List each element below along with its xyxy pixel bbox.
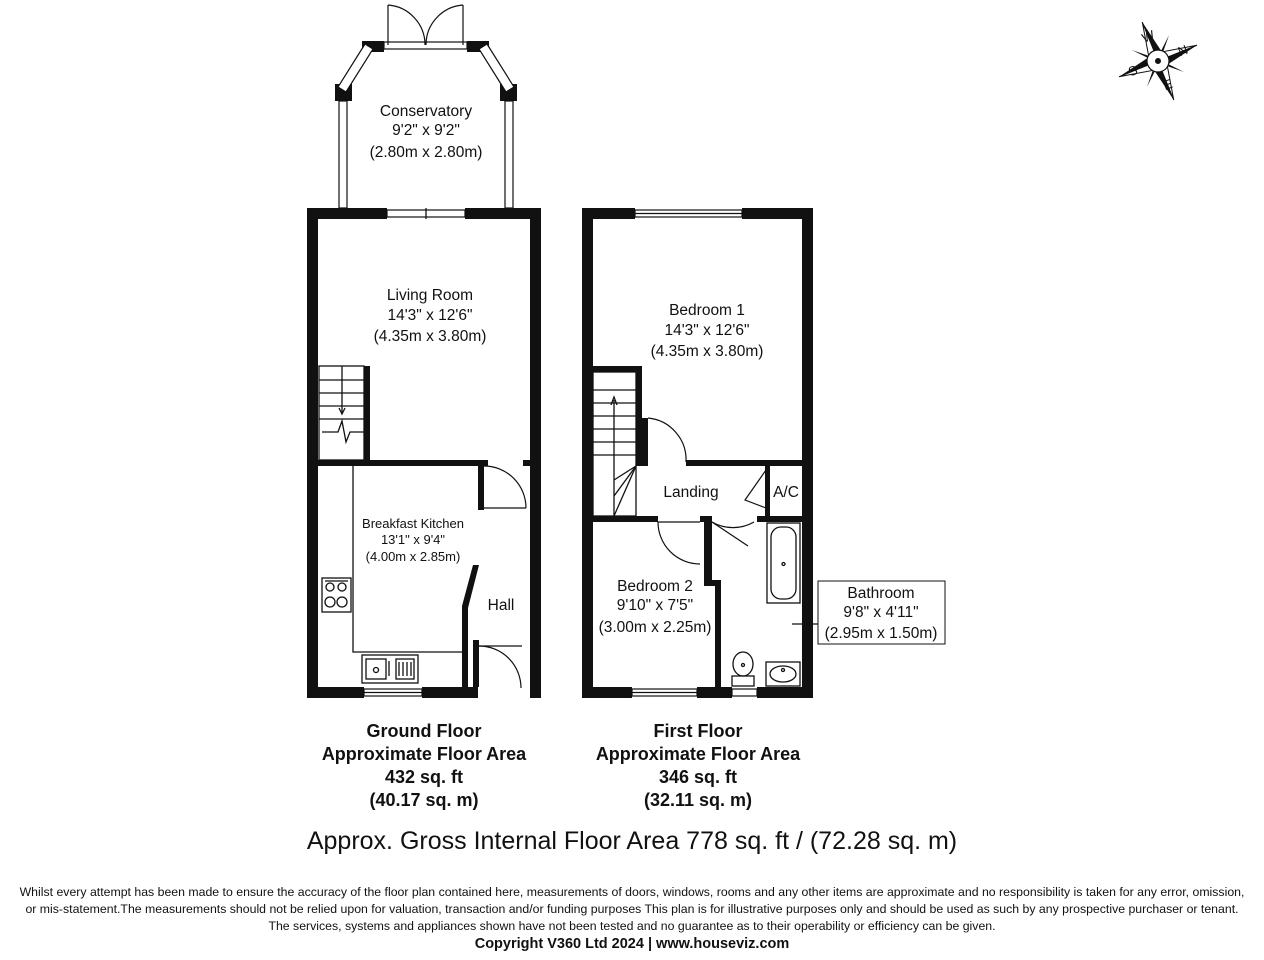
bedroom-2-metric: (3.00m x 2.25m) (598, 619, 712, 636)
conservatory-metric: (2.80m x 2.80m) (369, 144, 483, 161)
airing-cupboard-name: A/C (773, 484, 799, 501)
disclaimer-line-2: or mis-statement.The measurements should not be relied upon for valuation, transaction and/or funding purposes This plan is for illustrative purposes only and should be used as such by any prospective purchaser or tenant. (25, 902, 1239, 916)
ground-floor-subtitle: Approximate Floor Area (321, 744, 527, 764)
ground-floor-area-sqm: (40.17 sq. m) (369, 790, 479, 810)
breakfast-kitchen-imperial: 13'1" x 9'4" (380, 532, 446, 547)
hall-name: Hall (487, 597, 515, 614)
compass-letter-s: S (1125, 62, 1140, 80)
breakfast-kitchen-metric: (4.00m x 2.85m) (365, 549, 461, 564)
bedroom-2-name: Bedroom 2 (617, 578, 693, 595)
disclaimer-line-3: The services, systems and appliances shown have not been tested and no guarantee as to their operability or efficiency can be given. (268, 919, 996, 933)
compass-letter-w: W (1139, 27, 1157, 46)
first-floor-subtitle: Approximate Floor Area (595, 744, 801, 764)
ground-floor-caption (304, 720, 544, 812)
landing-name: Landing (663, 484, 719, 501)
first-floor-title: First Floor (653, 721, 743, 741)
first-floor-area-sqm: (32.11 sq. m) (643, 790, 753, 810)
bedroom-1-metric: (4.35m x 3.80m) (650, 343, 764, 360)
bathroom-name: Bathroom (847, 585, 915, 602)
compass-letter-n: N (1175, 41, 1191, 60)
room-label-breakfast-kitchen (362, 516, 464, 564)
room-label-bathroom (825, 585, 938, 642)
room-label-bedroom-1 (651, 302, 764, 360)
conservatory-imperial: 9'2" x 9'2" (392, 122, 460, 139)
breakfast-kitchen-name: Breakfast Kitchen (362, 516, 464, 531)
living-room-imperial: 14'3" x 12'6" (387, 307, 473, 324)
living-room-metric: (4.35m x 3.80m) (373, 328, 487, 345)
living-room-name: Living Room (386, 287, 474, 304)
disclaimer-line-1: Whilst every attempt has been made to ensure the accuracy of the floor plan contained here, measurements of doors, windows, rooms and any other items are approximate and no responsibility is taken for any error, omission, (19, 885, 1245, 899)
bedroom-2-imperial: 9'10" x 7'5" (616, 597, 694, 614)
compass-rose-icon (1103, 6, 1212, 115)
copyright: Copyright V360 Ltd 2024 | www.houseviz.com (474, 936, 790, 952)
room-label-bedroom-2 (599, 578, 712, 636)
bathroom-metric: (2.95m x 1.50m) (824, 625, 938, 642)
conservatory-name: Conservatory (379, 103, 473, 120)
room-label-conservatory (370, 103, 483, 161)
ground-floor-title: Ground Floor (366, 721, 482, 741)
first-floor-caption (578, 720, 818, 812)
disclaimer (0, 884, 1264, 953)
bathroom-imperial: 9'8" x 4'11" (843, 604, 919, 621)
bedroom-1-name: Bedroom 1 (669, 302, 745, 319)
ground-floor-area-sqft: 432 sq. ft (384, 767, 464, 787)
gross-internal-area: Approx. Gross Internal Floor Area 778 sq. ft / (72.28 sq. m) (306, 827, 958, 855)
bedroom-1-imperial: 14'3" x 12'6" (664, 322, 750, 339)
first-floor-area-sqft: 346 sq. ft (658, 767, 738, 787)
room-label-living-room (374, 287, 487, 345)
compass-letter-e: E (1160, 76, 1175, 94)
